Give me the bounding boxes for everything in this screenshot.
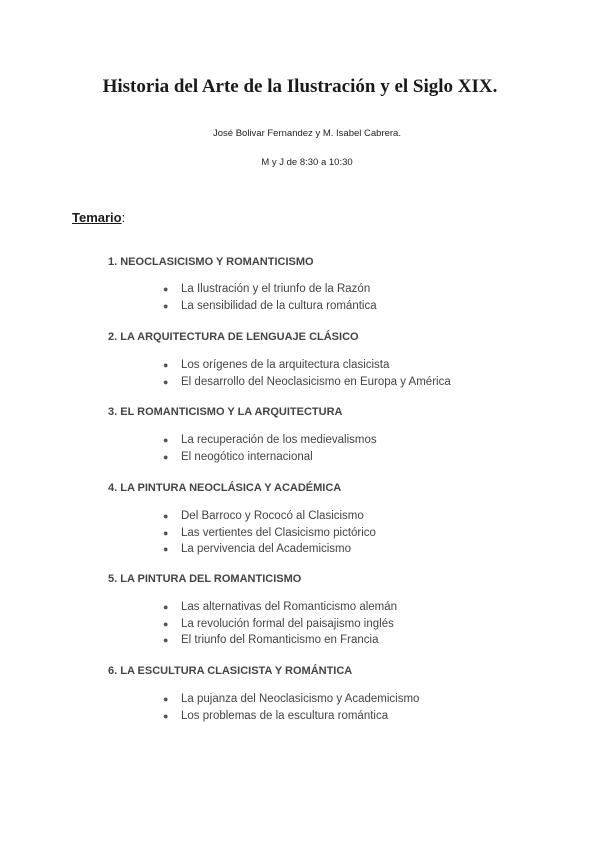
bullet-icon: ●	[163, 376, 169, 387]
list-item-text: La pujanza del Neoclasicismo y Academicismo	[181, 693, 420, 705]
list-item-text: Las alternativas del Romanticismo alemán	[181, 601, 398, 613]
temario-heading	[72, 210, 125, 225]
temario-colon: :	[121, 210, 126, 225]
bullet-icon: ●	[163, 360, 169, 370]
list-item	[163, 508, 376, 525]
list-item	[163, 525, 376, 542]
list-item	[163, 541, 376, 558]
bullet-icon: ●	[163, 284, 169, 294]
list-item	[163, 298, 377, 315]
section-list-1	[163, 281, 377, 314]
list-item	[163, 281, 377, 298]
bullet-icon: ●	[163, 710, 169, 721]
bullet-icon: ●	[163, 511, 169, 521]
list-item-text: La pervivencia del Academicismo	[181, 543, 352, 555]
list-item-text: La Ilustración y el triunfo de la Razón	[181, 283, 371, 295]
list-item-text: La recuperación de los medievalismos	[181, 434, 377, 446]
section-title-3: 3. EL ROMANTICISMO Y LA ARQUITECTURA	[108, 406, 343, 418]
section-list-4	[163, 508, 376, 558]
list-item-text: El neogótico internacional	[181, 450, 313, 463]
authors-line: José Bolivar Fernandez y M. Isabel Cabrera.	[213, 128, 401, 139]
section-title-1: 1. NEOCLASICISMO Y ROMANTICISMO	[108, 256, 314, 268]
list-item	[163, 374, 451, 391]
bullet-icon: ●	[163, 435, 169, 445]
temario-label: Temario	[72, 210, 122, 225]
bullet-icon: ●	[163, 544, 169, 554]
schedule-line: M y J de 8:30 a 10:30	[261, 157, 353, 168]
bullet-icon: ●	[163, 694, 169, 704]
list-item-text: Las vertientes del Clasicismo pictórico	[181, 526, 376, 539]
list-item-text: Del Barroco y Rococó al Clasicismo	[181, 510, 364, 522]
list-item-text: Los orígenes de la arquitectura clasicista	[181, 359, 390, 371]
section-list-6	[163, 691, 419, 724]
list-item-text: La revolución formal del paisajismo inglés	[181, 617, 394, 630]
section-title-2: 2. LA ARQUITECTURA DE LENGUAJE CLÁSICO	[108, 331, 359, 343]
section-list-2	[163, 357, 451, 390]
list-item	[163, 691, 419, 708]
bullet-icon: ●	[163, 602, 169, 612]
bullet-icon: ●	[163, 618, 169, 629]
list-item	[163, 708, 419, 725]
section-list-3	[163, 432, 377, 465]
section-list-5	[163, 599, 397, 649]
list-item	[163, 616, 397, 633]
bullet-icon: ●	[163, 527, 169, 538]
list-item	[163, 449, 377, 466]
section-title-5: 5. LA PINTURA DEL ROMANTICISMO	[108, 573, 302, 585]
bullet-icon: ●	[163, 635, 169, 645]
list-item-text: La sensibilidad de la cultura romántica	[181, 299, 377, 312]
list-item	[163, 632, 397, 649]
bullet-icon: ●	[163, 451, 169, 462]
list-item	[163, 357, 451, 374]
list-item-text: Los problemas de la escultura romántica	[181, 709, 389, 722]
list-item	[163, 599, 397, 616]
document-title: Historia del Arte de la Ilustración y el Siglo XIX.	[102, 76, 498, 97]
section-title-4: 4. LA PINTURA NEOCLÁSICA Y ACADÉMICA	[108, 482, 342, 494]
list-item	[163, 432, 377, 449]
list-item-text: El triunfo del Romanticismo en Francia	[181, 634, 379, 646]
list-item-text: El desarrollo del Neoclasicismo en Europa y América	[181, 375, 451, 388]
section-title-6: 6. LA ESCULTURA CLASICISTA Y ROMÁNTICA	[108, 665, 353, 677]
bullet-icon: ●	[163, 300, 169, 311]
